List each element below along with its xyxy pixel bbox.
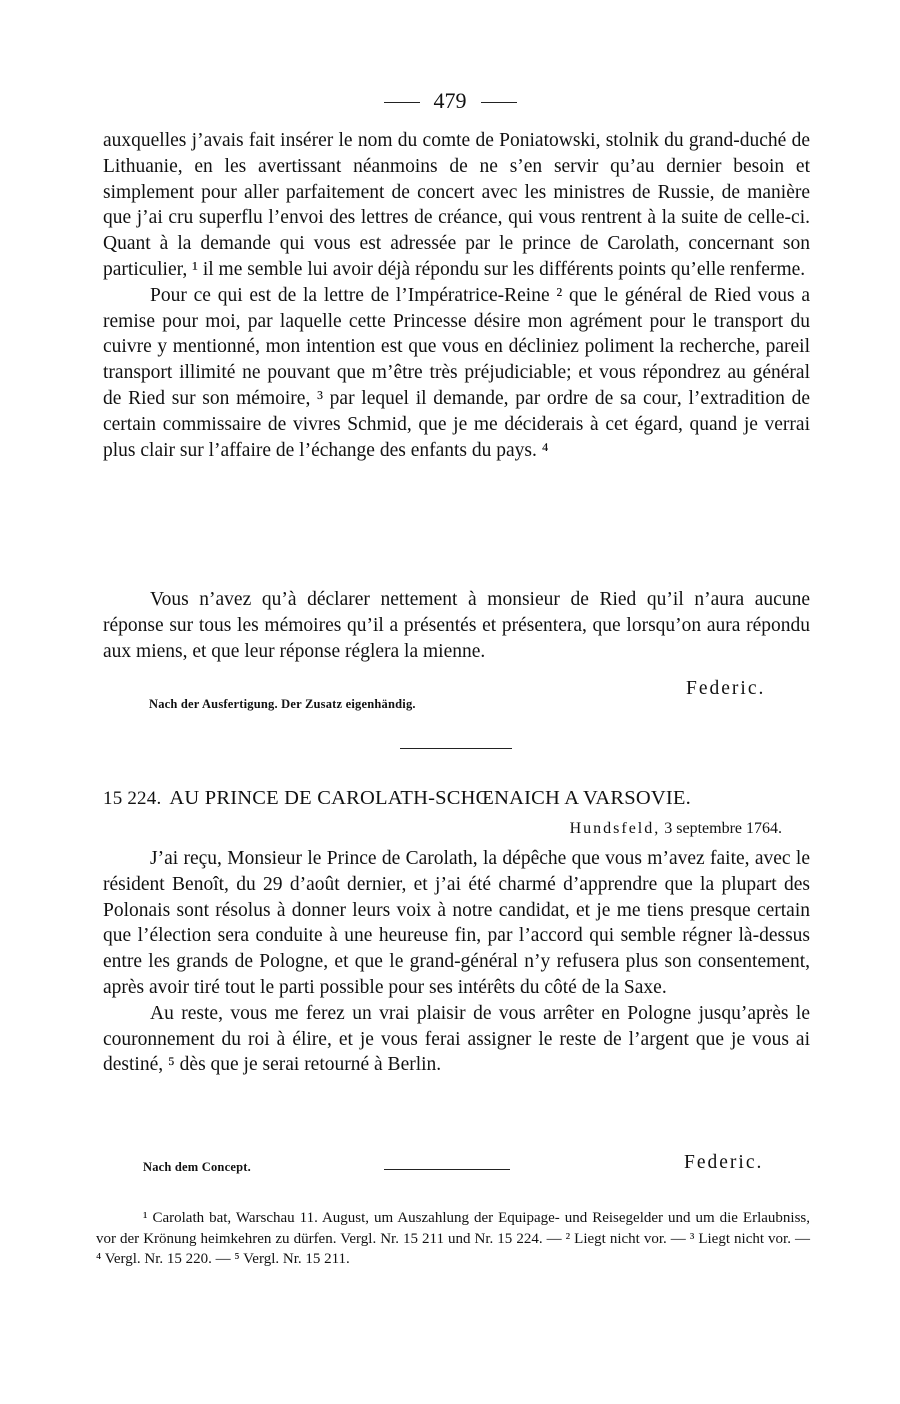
footnote-separator [384,1169,510,1170]
postscript-paragraph: Vous n’avez qu’à déclarer nettement à monsieur de Ried qu’il n’aura aucune réponse sur tous les mémoires qu’il a présentés et présentera, que lorsqu’on aura répondu aux miens, et que leur réponse réglera la mienne. [103,589,810,662]
letter2-body [103,846,810,1078]
letter2-paragraph-1: J’ai reçu, Monsieur le Prince de Carolath, la dépêche que vous m’avez faite, avec le résident Benoît, du 29 d’août dernier, et j’ai été charmé d’apprendre que la plupart des Polonais sont résolus à donner leurs voix à notre candidat, et je me tiens presque certain que l’élection sera conduite à une heureuse fin, par l’accord qui semble régner là-dessus entre les grands de Pologne, et que le grand-général n’y refusera plus son consentement, après avoir tiré tout le parti possible pour ses intérêts du côté de la Saxe. [103,848,810,998]
letter1-paragraph-2: Pour ce qui est de la lettre de l’Impératrice-Reine ² que le général de Ried vous a remise pour moi, par laquelle cette Princesse désire mon agrément pour le transport du cuivre y mentionné, mon intention est que vous en décliniez poliment la recherche, pareil transport illimité ne pouvant que m’être très préjudiciable; et vous répondrez au général de Ried sur son mémoire, ³ par lequel il demande, par ordre de sa cour, l’extradition de certain commissaire de vivres Schmid, que je me déciderais à cet égard, quand je verrai plus clair sur l’affaire de l’échange des enfants du pays. ⁴ [103,284,810,461]
letter2-dateline [570,820,782,838]
header-rule-left [384,102,420,103]
letter2-signature: Federic. [684,1152,764,1173]
letter-number: 15 224. [103,788,162,809]
section-separator [400,748,512,749]
page-number: 479 [433,88,467,113]
letter2-paragraph-2: Au reste, vous me ferez un vrai plaisir de vous arrêter en Pologne jusqu’après le couronnement du roi à élire, et je vous ferai assigner le reste de l’argent que je vous ai destiné, ⁵ dès que je serai retourné à Berlin. [103,1002,810,1076]
letter-title: AU PRINCE DE CAROLATH-SCHŒNAICH A VARSOVIE. [169,787,691,809]
letter2-source-note: Nach dem Concept. [143,1160,251,1174]
header-rule-right [481,102,517,103]
letter-place: Hundsfeld, [569,820,661,837]
letter-date: 3 septembre 1764. [664,820,782,837]
footnotes [96,1208,810,1270]
letter1-paragraph-1: auxquelles j’avais fait insérer le nom du comte de Poniatowski, stolnik du grand-duché de Lithuanie, en les avertissant néanmoins de ne s’en servir qu’au dernier besoin et simplement pour aller parfaitement de concert avec les ministres de Russie, de manière que j’ai cru superflu l’envoi des lettres de créance, qui vous rentrent à la suite de celle-ci. Quant à la demande qui vous est adressée par le prince de Carolath, concernant son particulier, ¹ il me semble lui avoir déjà répondu sur les différents points qu’elle renferme. [103,130,810,280]
letter1-signature: Federic. [686,678,766,699]
letter1-body [103,128,810,463]
letter1-postscript [103,587,810,664]
page-header [0,88,900,114]
letter2-heading [103,787,813,810]
letter1-source-note: Nach der Ausfertigung. Der Zusatz eigenhändig. [149,697,416,711]
footnote-text: ¹ Carolath bat, Warschau 11. August, um Auszahlung der Equipage- und Reisegelder und um die Erlaubniss, vor der Krönung heimkehren zu dürfen. Vergl. Nr. 15 211 und Nr. 15 224. — ² Liegt nicht vor. — ³ Liegt nicht vor. — ⁴ Vergl. Nr. 15 220. — ⁵ Vergl. Nr. 15 211. [96,1210,810,1267]
